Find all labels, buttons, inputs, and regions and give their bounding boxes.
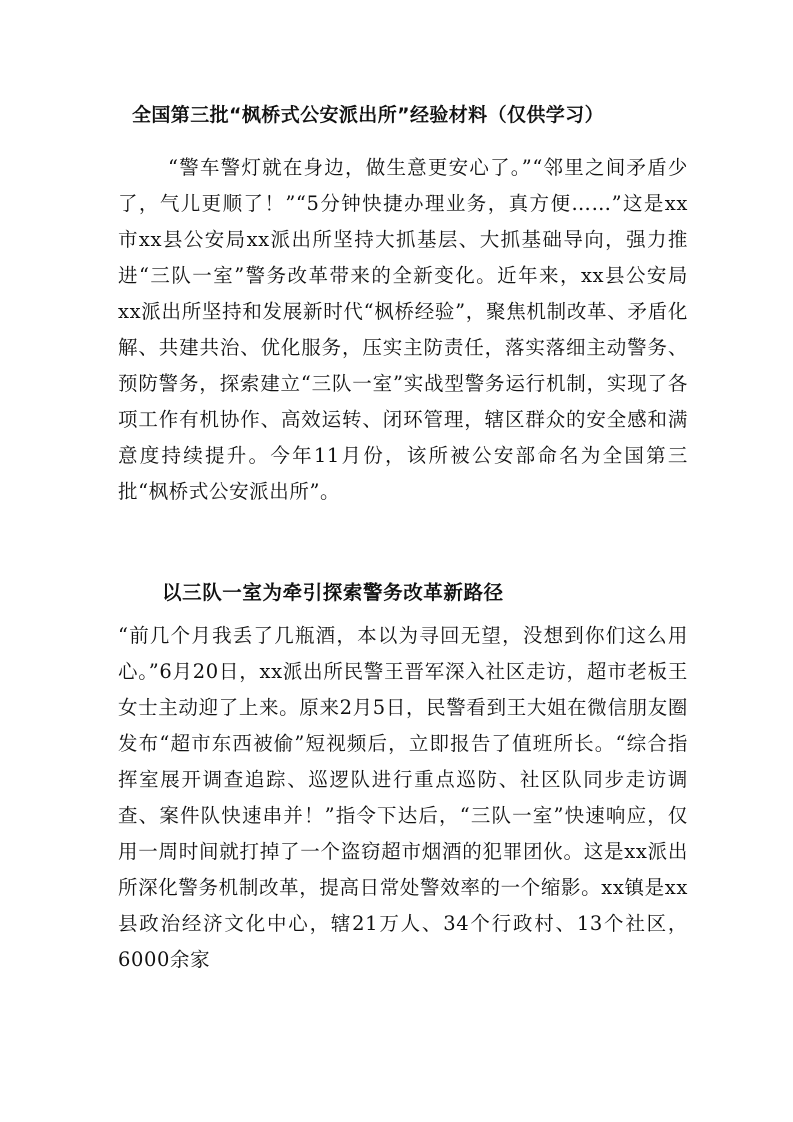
document-title: 全国第三批“枫桥式公安派出所”经验材料（仅供学习） <box>132 104 604 126</box>
section-heading: 以三队一室为牵引探索警务改革新路径 <box>162 581 504 604</box>
intro-paragraph: “警车警灯就在身边，做生意更安心了。”“邻里之间矛盾少了，气儿更顺了！”“5分钟快捷办理业务，真方便……”这是xx市xx县公安局xx派出所坚持大抓基层、大抓基础导向，强力推进“三队一室”警务改革带来的全新变化。近年来，xx县公安局xx派出所坚持和发展新时代“枫桥经验”，聚焦机制改革、矛盾化解、共建共治、优化服务，压实主防责任，落实落细主动警务、预防警务，探索建立“三队一室”实战型警务运行机制，实现了各项工作有机协作、高效运转、闭环管理，辖区群众的安全感和满意度持续提升。今年11月份，该所被公安部命名为全国第三批“枫桥式公安派出所”。 <box>118 156 688 503</box>
section-paragraph: “前几个月我丢了几瓶酒，本以为寻回无望，没想到你们这么用心。”6月20日，xx派出所民警王晋军深入社区走访，超市老板王女士主动迎了上来。原来2月5日，民警看到王大姐在微信朋友圈发布“超市东西被偷”短视频后，立即报告了值班所长。“综合指挥室展开调查追踪、巡逻队进行重点巡防、社区队同步走访调查、案件队快速串并！”指令下达后，“三队一室”快速响应，仅用一周时间就打掉了一个盗窃超市烟酒的犯罪团伙。这是xx派出所深化警务机制改革，提高日常处警效率的一个缩影。xx镇是xx县政治经济文化中心，辖21万人、34个行政村、13个社区，6000余家 <box>118 624 688 971</box>
